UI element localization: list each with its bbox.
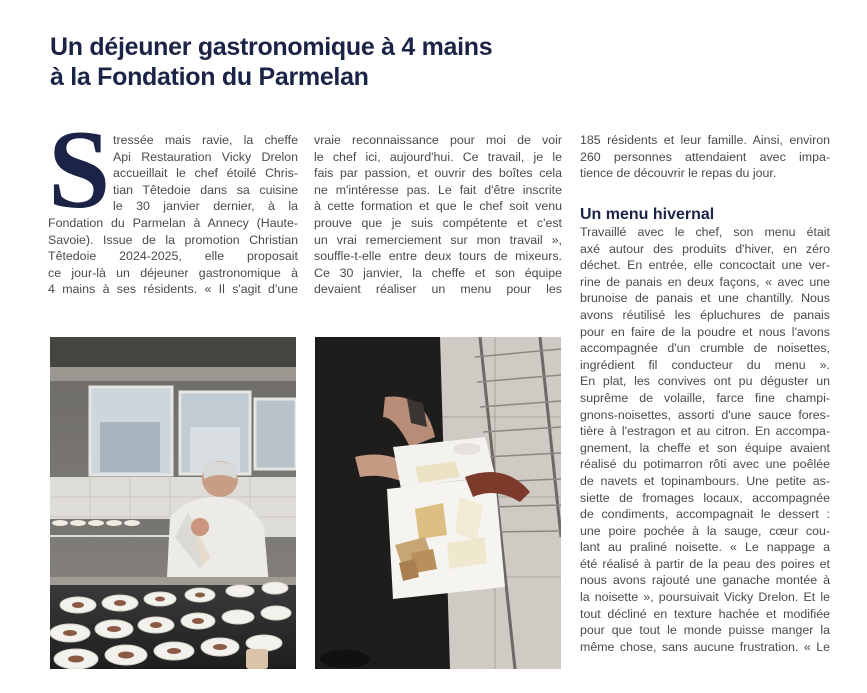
text-line: tière à l'estragon et au citron. En accompa- <box>580 424 830 439</box>
text-line: En plat, les convives ont pu déguster un <box>580 374 830 389</box>
text-line: à cette formation et que le chef soit venu <box>314 199 562 214</box>
text-line: ne m'intéresse pas. Le fait d'être inscrite <box>314 182 562 197</box>
text-line: tian Têtedoie dans sa cuisine <box>113 182 298 197</box>
column-3-body <box>580 224 830 655</box>
photo-chef-kitchen <box>50 337 296 669</box>
text-line: 185 résidents et leur famille. Ainsi, environ <box>580 133 830 147</box>
text-line: été réalisé à partir de la peau des poires et <box>580 556 830 571</box>
text-line: de condiments, accompagnait le dessert : <box>580 507 830 522</box>
photo-cheese-plates <box>315 337 561 669</box>
column-1-full <box>48 215 298 298</box>
text-line: devaient réaliser un menu pour les <box>314 282 562 297</box>
column-2 <box>314 132 562 298</box>
text-line: tience de découvrir le repas du jour. <box>580 166 777 181</box>
text-line: Api Restauration Vicky Drelon <box>113 149 298 164</box>
text-line: réalisé du potimarron rôti avec une poêlée <box>580 457 830 472</box>
text-line: suprême de volaille, farce fine champi- <box>580 390 830 405</box>
text-line: gnement, la cheffe et son équipe avaient <box>580 440 830 455</box>
text-line: tout décliné en texture hachée et modifiée <box>580 606 830 621</box>
text-line: 4 mains à ses résidents. « Il s'agit d'une <box>48 282 298 297</box>
chef-kitchen-illustration <box>50 337 296 669</box>
article-title-line-2: à la Fondation du Parmelan <box>50 63 369 91</box>
text-line: Ce 30 janvier, la cheffe et son équipe <box>314 265 562 280</box>
text-line: déchet. En entrée, elle concoctait une ver- <box>580 258 830 273</box>
article-title-line-1: Un déjeuner gastronomique à 4 mains <box>50 33 493 61</box>
text-line: Travaillé avec le chef, son menu était <box>580 225 830 239</box>
text-line: 260 personnes attendaient avec impa- <box>580 149 830 164</box>
text-line: même chose, sans aucune frustration. « Le <box>580 639 830 654</box>
column-1-indented <box>113 132 298 215</box>
text-line: fais par passion, et ouvrir des boîtes cela <box>314 166 562 181</box>
text-line: pour en faire de la poudre et nous l'avons <box>580 324 830 339</box>
text-line: vraie reconnaissance pour moi de voir <box>314 133 562 147</box>
column-3-intro <box>580 132 830 182</box>
text-line: ingrédient fil conducteur du menu ». <box>580 357 830 372</box>
text-line: accueillait le chef étoilé Chris- <box>113 166 298 181</box>
text-line: Fondation du Parmelan à Annecy (Haute- <box>48 216 298 230</box>
text-line: la noisette », poursuivait Vicky Drelon. Et le <box>580 590 830 605</box>
text-line: siette de fromages locaux, accompagnée <box>580 490 830 505</box>
text-line: pour que tout le monde puisse manger la <box>580 623 830 638</box>
text-line: Têtedoie 2024-2025, elle proposait <box>48 249 298 264</box>
text-line: axé autour des produits d'hiver, en zéro <box>580 241 830 256</box>
text-line: Savoie). Issue de la promotion Christian <box>48 232 298 247</box>
text-line: prouve que je suis compétente et c'est <box>314 215 562 230</box>
dropcap-letter: S <box>48 108 111 232</box>
cheese-plates-illustration <box>315 337 561 669</box>
text-line: gnons-noisettes, assorti d'une sauce fores- <box>580 407 830 422</box>
text-line: brunoise de panais et une chantilly. Nous <box>580 291 830 306</box>
text-line: nous avons rajouté une ganache montée à <box>580 573 830 588</box>
text-line: le 30 janvier dernier, à la <box>113 199 298 214</box>
text-line: avons réutilisé les épluchures de panais <box>580 307 830 322</box>
text-line: souffle-t-elle entre deux tours de mixeurs. <box>314 249 562 264</box>
section-subheading: Un menu hivernal <box>580 206 715 223</box>
text-line: un vrai remerciement sur mon travail », <box>314 232 562 247</box>
text-line: lant au praliné noisette. « Le nappage a <box>580 540 830 555</box>
text-line: une poire pochée à la sauge, cœur cou- <box>580 523 830 538</box>
text-line: tressée mais ravie, la cheffe <box>113 133 298 147</box>
text-line: ce jour-là un déjeuner gastronomique à <box>48 265 298 280</box>
article-title <box>50 32 610 92</box>
text-line: le chef ici, aujourd'hui. Ce travail, je le <box>314 149 562 164</box>
text-line: accompagnée d'un crumble de noisettes, <box>580 341 830 356</box>
text-line: rine de panais en deux façons, « avec une <box>580 274 830 289</box>
text-line: de navets et topinambours. Une petite as- <box>580 473 830 488</box>
